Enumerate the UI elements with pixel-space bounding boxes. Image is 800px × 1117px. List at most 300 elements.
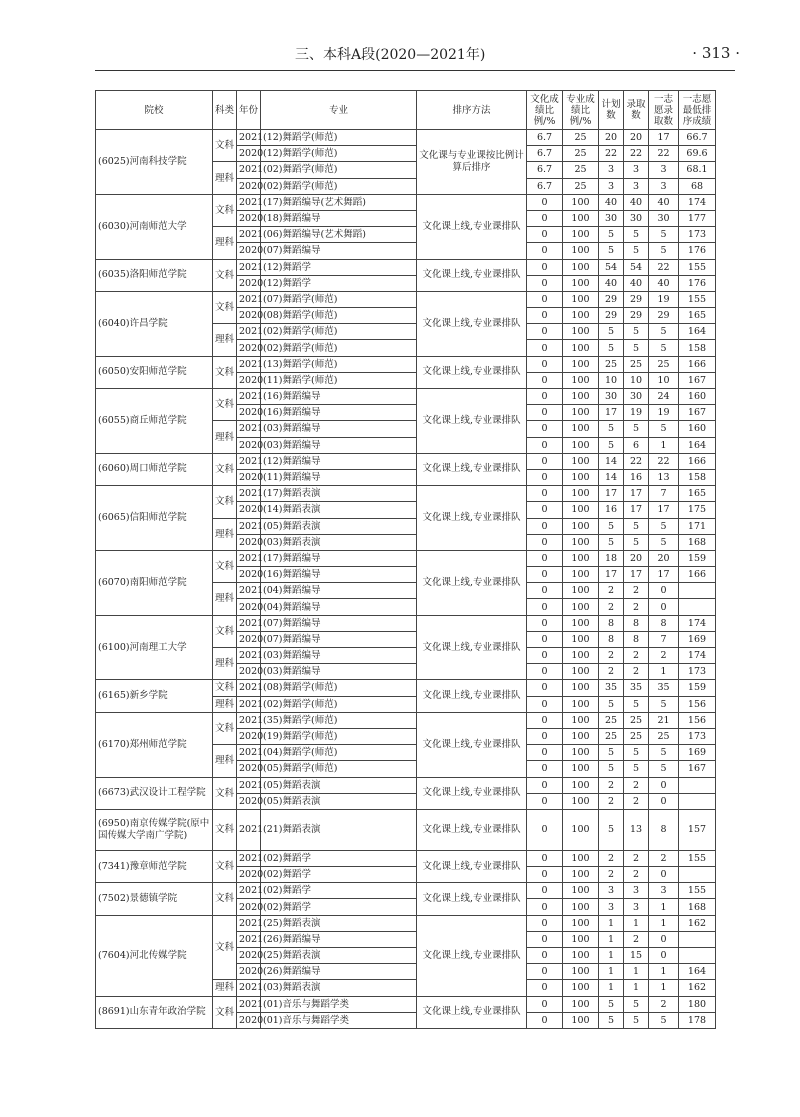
major: (03)舞蹈表演 [261,534,417,550]
culture-ratio: 0 [527,793,563,809]
ranking-method: 文化课上线,专业课排队 [417,291,527,356]
plan-count: 5 [599,340,624,356]
major: (02)舞蹈学(师范) [261,696,417,712]
ranking-method: 文化课上线,专业课排队 [417,615,527,680]
major: (11)舞蹈编导 [261,469,417,485]
col-header: 年份 [237,91,261,130]
culture-ratio: 0 [527,567,563,583]
admit-count: 20 [624,130,649,146]
culture-ratio: 0 [527,680,563,696]
first-choice-min-score: 162 [679,915,716,931]
year: 2020 [237,867,261,883]
culture-ratio: 0 [527,324,563,340]
plan-count: 5 [599,518,624,534]
year: 2021 [237,745,261,761]
major-ratio: 100 [563,883,599,899]
year: 2021 [237,194,261,210]
ranking-method: 文化课上线,专业课排队 [417,915,527,996]
school-name: (6035)洛阳师范学院 [96,259,213,291]
admit-count: 5 [624,996,649,1012]
first-choice-count: 5 [649,696,679,712]
school-name: (6070)南阳师范学院 [96,550,213,615]
admit-count: 30 [624,210,649,226]
first-choice-count: 21 [649,712,679,728]
first-choice-min-score: 176 [679,275,716,291]
major-ratio: 100 [563,615,599,631]
admit-count: 2 [624,648,649,664]
major-ratio: 100 [563,996,599,1012]
major: (03)舞蹈编导 [261,437,417,453]
major: (02)舞蹈学(师范) [261,340,417,356]
year: 2020 [237,469,261,485]
year: 2021 [237,915,261,931]
major: (26)舞蹈编导 [261,964,417,980]
major: (05)舞蹈表演 [261,793,417,809]
major: (03)舞蹈编导 [261,421,417,437]
admit-count: 25 [624,356,649,372]
major: (16)舞蹈编导 [261,405,417,421]
table-row [96,356,716,372]
plan-count: 25 [599,356,624,372]
major: (03)舞蹈编导 [261,648,417,664]
major: (12)舞蹈学(师范) [261,146,417,162]
col-header: 院校 [96,91,213,130]
first-choice-min-score: 158 [679,469,716,485]
plan-count: 2 [599,867,624,883]
admit-count: 3 [624,162,649,178]
table-row [96,850,716,866]
category: 文科 [213,389,237,421]
admit-count: 15 [624,948,649,964]
year: 2021 [237,883,261,899]
category: 文科 [213,996,237,1028]
plan-count: 17 [599,486,624,502]
school-name: (7502)景德镇学院 [96,883,213,915]
culture-ratio: 0 [527,931,563,947]
first-choice-count: 40 [649,275,679,291]
major-ratio: 100 [563,275,599,291]
plan-count: 5 [599,437,624,453]
plan-count: 8 [599,631,624,647]
culture-ratio: 0 [527,210,563,226]
major: (26)舞蹈编导 [261,931,417,947]
year: 2021 [237,518,261,534]
col-header: 一志愿录取数 [649,91,679,130]
major-ratio: 100 [563,777,599,793]
admit-count: 17 [624,502,649,518]
major: (21)舞蹈表演 [261,809,417,850]
plan-count: 3 [599,162,624,178]
first-choice-min-score: 168 [679,899,716,915]
major-ratio: 100 [563,931,599,947]
major-ratio: 25 [563,130,599,146]
ranking-method: 文化课上线,专业课排队 [417,996,527,1028]
culture-ratio: 0 [527,915,563,931]
year: 2020 [237,664,261,680]
first-choice-count: 0 [649,793,679,809]
major: (05)舞蹈表演 [261,777,417,793]
major-ratio: 100 [563,761,599,777]
admit-count: 29 [624,308,649,324]
year: 2020 [237,340,261,356]
first-choice-min-score: 68.1 [679,162,716,178]
first-choice-count: 22 [649,259,679,275]
table-row [96,615,716,631]
admit-count: 54 [624,259,649,275]
major-ratio: 25 [563,146,599,162]
plan-count: 3 [599,899,624,915]
culture-ratio: 0 [527,389,563,405]
culture-ratio: 0 [527,899,563,915]
ranking-method: 文化课上线,专业课排队 [417,883,527,915]
plan-count: 5 [599,243,624,259]
year: 2020 [237,567,261,583]
major: (02)舞蹈学(师范) [261,178,417,194]
admit-count: 2 [624,583,649,599]
category: 文科 [213,130,237,162]
major-ratio: 100 [563,599,599,615]
table-row [96,680,716,696]
culture-ratio: 6.7 [527,162,563,178]
first-choice-min-score: 155 [679,850,716,866]
major: (08)舞蹈学(师范) [261,308,417,324]
year: 2021 [237,931,261,947]
ranking-method: 文化课上线,专业课排队 [417,194,527,259]
category: 文科 [213,712,237,744]
major-ratio: 100 [563,948,599,964]
major: (19)舞蹈学(师范) [261,728,417,744]
plan-count: 40 [599,194,624,210]
admit-count: 2 [624,931,649,947]
major-ratio: 100 [563,696,599,712]
first-choice-count: 1 [649,437,679,453]
header-rule [95,70,735,71]
category: 理科 [213,583,237,615]
first-choice-count: 7 [649,631,679,647]
first-choice-min-score: 158 [679,340,716,356]
major: (07)舞蹈编导 [261,243,417,259]
year: 2021 [237,583,261,599]
first-choice-count: 5 [649,761,679,777]
year: 2020 [237,599,261,615]
first-choice-min-score: 180 [679,996,716,1012]
first-choice-min-score: 155 [679,291,716,307]
year: 2021 [237,550,261,566]
major: (04)舞蹈编导 [261,583,417,599]
category: 文科 [213,291,237,323]
admit-count: 8 [624,615,649,631]
admit-count: 5 [624,745,649,761]
category: 理科 [213,227,237,259]
admit-count: 10 [624,372,649,388]
culture-ratio: 0 [527,745,563,761]
major: (02)舞蹈学(师范) [261,324,417,340]
major: (16)舞蹈编导 [261,567,417,583]
ranking-method: 文化课上线,专业课排队 [417,809,527,850]
first-choice-min-score: 156 [679,712,716,728]
culture-ratio: 0 [527,583,563,599]
category: 文科 [213,615,237,647]
first-choice-count: 10 [649,372,679,388]
major-ratio: 100 [563,437,599,453]
admit-count: 2 [624,850,649,866]
year: 2021 [237,453,261,469]
major: (16)舞蹈编导 [261,389,417,405]
first-choice-min-score: 159 [679,680,716,696]
first-choice-min-score: 164 [679,324,716,340]
table-row [96,712,716,728]
plan-count: 25 [599,712,624,728]
plan-count: 2 [599,648,624,664]
admit-count: 2 [624,867,649,883]
first-choice-count: 5 [649,534,679,550]
admit-count: 5 [624,324,649,340]
ranking-method: 文化课上线,专业课排队 [417,259,527,291]
culture-ratio: 0 [527,850,563,866]
year: 2021 [237,421,261,437]
category: 文科 [213,194,237,226]
col-header: 专业 [261,91,417,130]
school-name: (6040)许昌学院 [96,291,213,356]
first-choice-min-score [679,777,716,793]
category: 文科 [213,777,237,809]
ranking-method: 文化课上线,专业课排队 [417,550,527,615]
first-choice-count: 5 [649,518,679,534]
admit-count: 3 [624,899,649,915]
school-name: (7604)河北传媒学院 [96,915,213,996]
year: 2020 [237,948,261,964]
year: 2020 [237,372,261,388]
admit-count: 5 [624,421,649,437]
year: 2021 [237,486,261,502]
admit-count: 13 [624,809,649,850]
category: 理科 [213,980,237,996]
school-name: (6065)信阳师范学院 [96,486,213,551]
first-choice-min-score [679,931,716,947]
ranking-method: 文化课上线,专业课排队 [417,850,527,882]
ranking-method: 文化课上线,专业课排队 [417,777,527,809]
category: 文科 [213,850,237,882]
culture-ratio: 0 [527,712,563,728]
ranking-method: 文化课上线,专业课排队 [417,356,527,388]
school-name: (6025)河南科技学院 [96,130,213,195]
year: 2021 [237,389,261,405]
year: 2021 [237,615,261,631]
first-choice-min-score: 175 [679,502,716,518]
plan-count: 1 [599,948,624,964]
ranking-method: 文化课上线,专业课排队 [417,453,527,485]
major-ratio: 100 [563,915,599,931]
first-choice-count: 19 [649,291,679,307]
plan-count: 3 [599,883,624,899]
culture-ratio: 0 [527,356,563,372]
first-choice-count: 5 [649,227,679,243]
table-row [96,915,716,931]
first-choice-min-score [679,599,716,615]
first-choice-count: 20 [649,550,679,566]
year: 2021 [237,712,261,728]
first-choice-min-score: 176 [679,243,716,259]
admit-count: 1 [624,915,649,931]
first-choice-min-score: 173 [679,227,716,243]
plan-count: 29 [599,308,624,324]
category: 文科 [213,259,237,291]
year: 2021 [237,680,261,696]
plan-count: 8 [599,615,624,631]
admit-count: 22 [624,146,649,162]
year: 2020 [237,210,261,226]
admit-count: 3 [624,178,649,194]
admit-count: 5 [624,534,649,550]
first-choice-min-score: 167 [679,761,716,777]
major-ratio: 100 [563,453,599,469]
major-ratio: 100 [563,340,599,356]
first-choice-min-score: 166 [679,356,716,372]
admit-count: 5 [624,696,649,712]
major-ratio: 25 [563,178,599,194]
plan-count: 30 [599,210,624,226]
plan-count: 1 [599,931,624,947]
first-choice-min-score: 160 [679,421,716,437]
admit-count: 8 [624,631,649,647]
culture-ratio: 0 [527,437,563,453]
first-choice-min-score [679,583,716,599]
first-choice-count: 29 [649,308,679,324]
admit-count: 29 [624,291,649,307]
plan-count: 5 [599,745,624,761]
admit-count: 25 [624,712,649,728]
major-ratio: 100 [563,534,599,550]
major: (25)舞蹈表演 [261,948,417,964]
plan-count: 14 [599,469,624,485]
ranking-method: 文化课上线,专业课排队 [417,389,527,454]
school-name: (6050)安阳师范学院 [96,356,213,388]
major-ratio: 100 [563,227,599,243]
major: (01)音乐与舞蹈学类 [261,996,417,1012]
plan-count: 20 [599,130,624,146]
year: 2020 [237,405,261,421]
col-header: 排序方法 [417,91,527,130]
first-choice-min-score: 164 [679,964,716,980]
first-choice-count: 25 [649,356,679,372]
plan-count: 5 [599,1012,624,1028]
first-choice-count: 0 [649,948,679,964]
culture-ratio: 0 [527,550,563,566]
table-row [96,550,716,566]
major-ratio: 100 [563,243,599,259]
culture-ratio: 0 [527,308,563,324]
school-name: (6950)南京传媒学院(原中国传媒大学南广学院) [96,809,213,850]
table-row [96,453,716,469]
category: 文科 [213,550,237,582]
major-ratio: 100 [563,518,599,534]
admit-count: 16 [624,469,649,485]
major: (12)舞蹈学 [261,275,417,291]
first-choice-min-score: 162 [679,980,716,996]
first-choice-count: 7 [649,486,679,502]
major: (03)舞蹈编导 [261,664,417,680]
major: (06)舞蹈编导(艺术舞蹈) [261,227,417,243]
major-ratio: 100 [563,1012,599,1028]
first-choice-count: 0 [649,867,679,883]
culture-ratio: 0 [527,486,563,502]
admit-count: 17 [624,486,649,502]
year: 2021 [237,809,261,850]
category: 文科 [213,356,237,388]
admit-count: 35 [624,680,649,696]
first-choice-count: 3 [649,178,679,194]
major-ratio: 100 [563,356,599,372]
major-ratio: 100 [563,648,599,664]
plan-count: 10 [599,372,624,388]
major-ratio: 100 [563,567,599,583]
admit-count: 19 [624,405,649,421]
major: (18)舞蹈编导 [261,210,417,226]
school-name: (7341)豫章师范学院 [96,850,213,882]
first-choice-count: 22 [649,453,679,469]
plan-count: 2 [599,599,624,615]
school-name: (6060)周口师范学院 [96,453,213,485]
year: 2021 [237,324,261,340]
admit-count: 2 [624,793,649,809]
first-choice-count: 24 [649,389,679,405]
first-choice-count: 2 [649,850,679,866]
plan-count: 2 [599,583,624,599]
major-ratio: 100 [563,583,599,599]
first-choice-count: 40 [649,194,679,210]
culture-ratio: 0 [527,194,563,210]
major: (13)舞蹈学(师范) [261,356,417,372]
culture-ratio: 0 [527,340,563,356]
culture-ratio: 0 [527,980,563,996]
first-choice-min-score: 165 [679,308,716,324]
major-ratio: 100 [563,502,599,518]
category: 理科 [213,648,237,680]
admit-count: 6 [624,437,649,453]
admit-count: 1 [624,964,649,980]
category: 理科 [213,696,237,712]
major: (04)舞蹈学(师范) [261,745,417,761]
plan-count: 5 [599,809,624,850]
culture-ratio: 0 [527,664,563,680]
plan-count: 22 [599,146,624,162]
year: 2021 [237,850,261,866]
culture-ratio: 0 [527,631,563,647]
first-choice-count: 2 [649,996,679,1012]
culture-ratio: 6.7 [527,146,563,162]
plan-count: 54 [599,259,624,275]
plan-count: 5 [599,996,624,1012]
admit-count: 2 [624,599,649,615]
plan-count: 1 [599,980,624,996]
major: (35)舞蹈学(师范) [261,712,417,728]
col-header: 一志愿最低排序成绩 [679,91,716,130]
year: 2021 [237,980,261,996]
major: (04)舞蹈编导 [261,599,417,615]
admit-count: 5 [624,1012,649,1028]
year: 2020 [237,437,261,453]
year: 2021 [237,996,261,1012]
col-header: 计划数 [599,91,624,130]
category: 文科 [213,915,237,980]
major-ratio: 100 [563,291,599,307]
first-choice-count: 1 [649,915,679,931]
major-ratio: 100 [563,372,599,388]
admit-count: 17 [624,567,649,583]
major-ratio: 100 [563,469,599,485]
major-ratio: 100 [563,631,599,647]
first-choice-min-score: 174 [679,194,716,210]
